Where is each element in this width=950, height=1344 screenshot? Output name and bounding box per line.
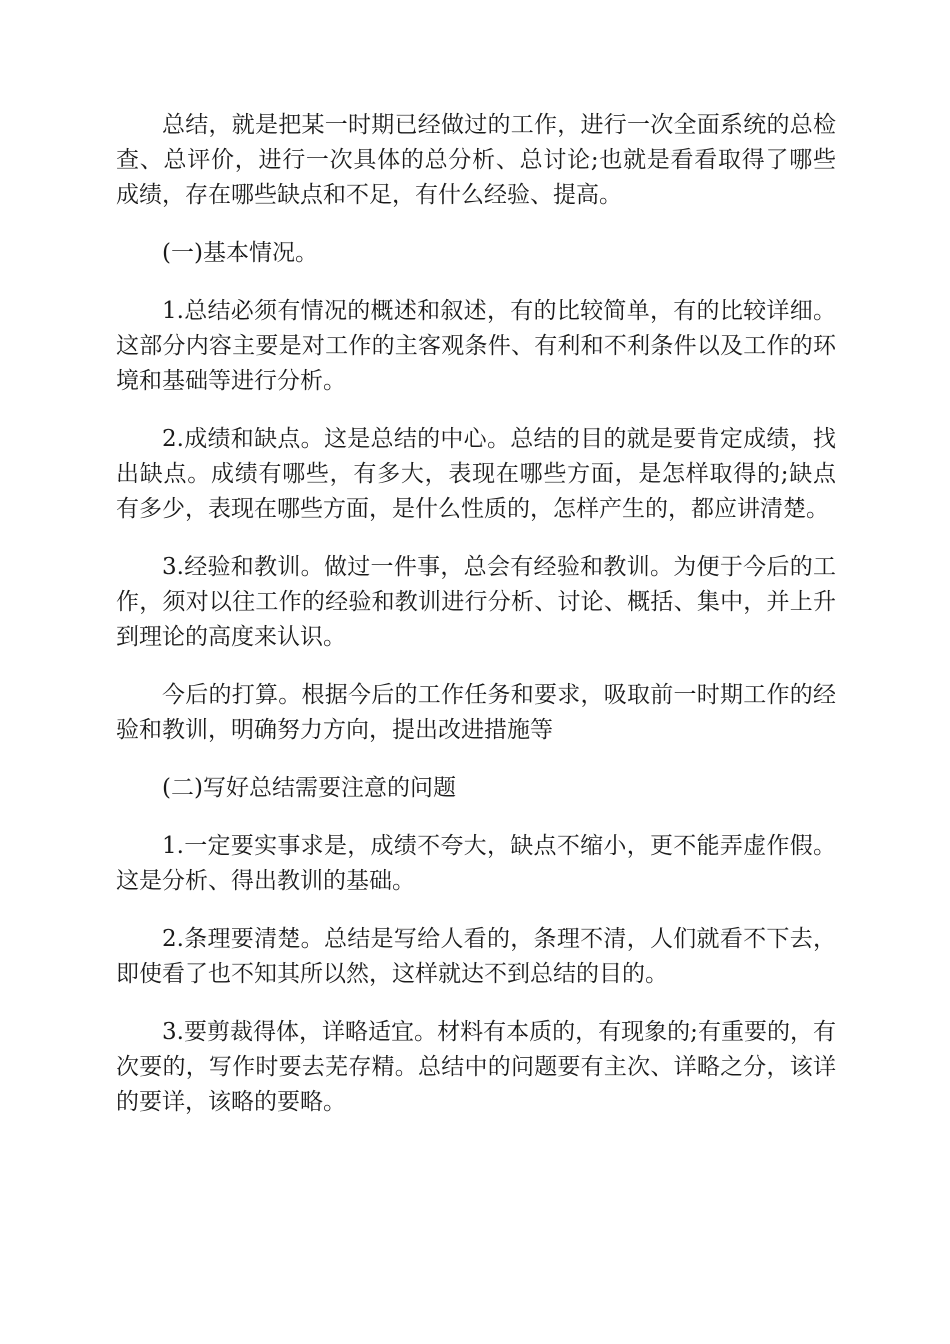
section-heading-basic-situation: (一)基本情况。 [162, 240, 318, 266]
paragraph-achievements-shortcomings: 2.成绩和缺点。这是总结的中心。总结的目的就是要肯定成绩，找出缺点。成绩有哪些，有多大，表现在哪些方面，是怎样取得的;缺点有多少，表现在哪些方面，是什么性质的，怎样产生的，都应讲清楚。 [116, 426, 836, 522]
paragraph-experience-lessons: 3.经验和教训。做过一件事，总会有经验和教训。为便于今后的工作，须对以往工作的经验和教训进行分析、讨论、概括、集中，并上升到理论的高度来认识。 [116, 554, 836, 650]
paragraph-overview: 1.总结必须有情况的概述和叙述，有的比较简单，有的比较详细。这部分内容主要是对工作的主客观条件、有利和不利条件以及工作的环境和基础等进行分析。 [116, 298, 836, 394]
document-page [116, 108, 836, 1143]
section-heading-writing-notes: (二)写好总结需要注意的问题 [162, 775, 456, 801]
paragraph-clear-structure: 2.条理要清楚。总结是写给人看的，条理不清，人们就看不下去，即使看了也不知其所以然，这样就达不到总结的目的。 [116, 926, 836, 987]
paragraph-seek-truth: 1.一定要实事求是，成绩不夸大，缺点不缩小，更不能弄虚作假。这是分析、得出教训的基础。 [116, 833, 836, 894]
paragraph-appropriate-detail: 3.要剪裁得体，详略适宜。材料有本质的，有现象的;有重要的，有次要的，写作时要去芜存精。总结中的问题要有主次、详略之分，该详的要详，该略的要略。 [116, 1019, 836, 1115]
intro-paragraph: 总结，就是把某一时期已经做过的工作，进行一次全面系统的总检查、总评价，进行一次具体的总分析、总讨论;也就是看看取得了哪些成绩，存在哪些缺点和不足，有什么经验、提高。 [116, 112, 836, 208]
paragraph-future-plans: 今后的打算。根据今后的工作任务和要求，吸取前一时期工作的经验和教训，明确努力方向，提出改进措施等 [116, 682, 836, 743]
